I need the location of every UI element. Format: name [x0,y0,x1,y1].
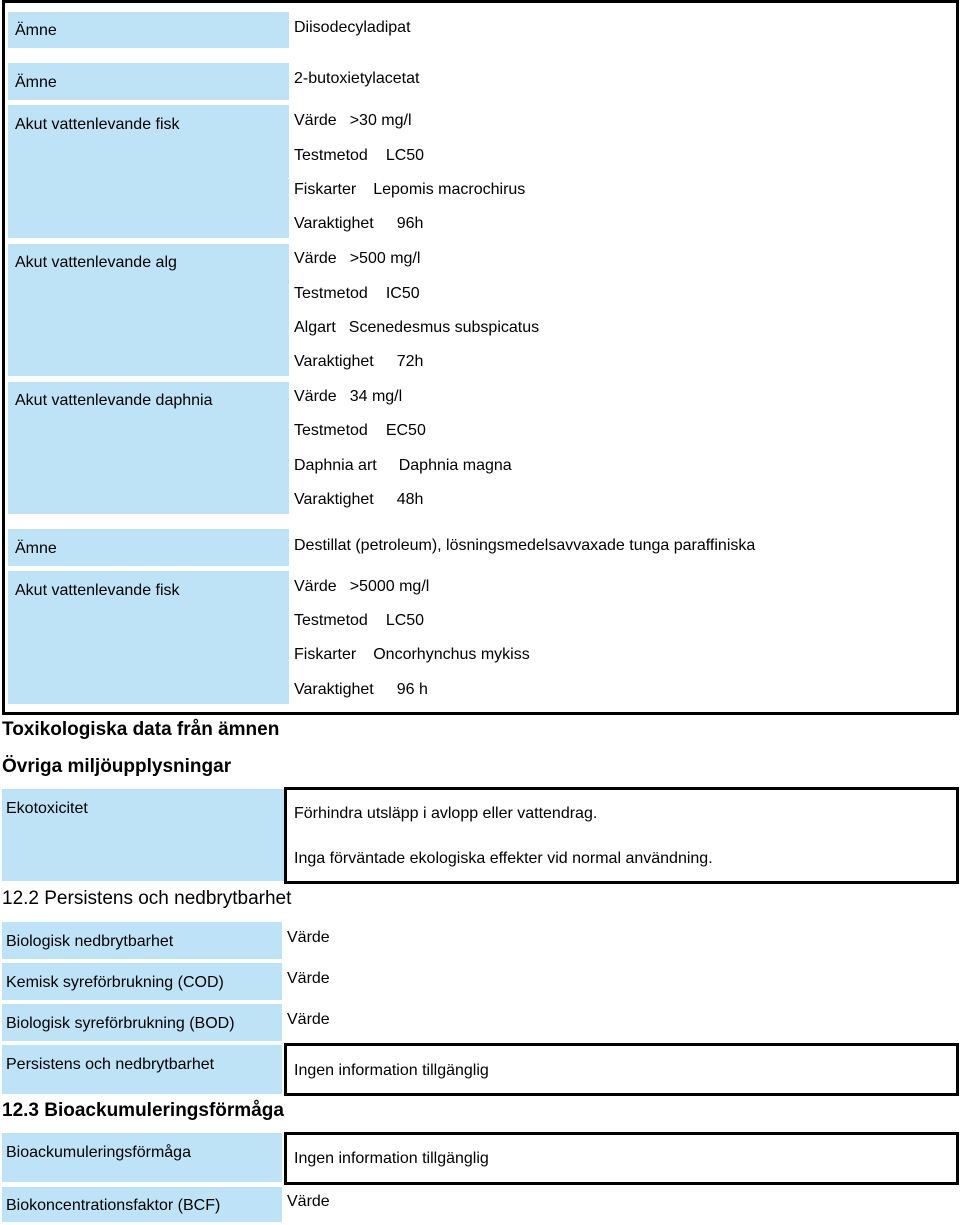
duration-text: 96 h [396,681,428,698]
tox-heading: Toxikologiska data från ämnen [2,719,280,740]
s2-alg-method [294,285,420,303]
duration-text: 96h [396,215,424,232]
fish-label-s3 [8,571,289,704]
ecotoxicity-label [2,789,284,881]
biodegradability-label-text: Biologisk nedbrytbarhet [6,933,174,950]
value-key: Värde [294,578,337,595]
substance-label-3 [8,529,289,566]
biodegradability-label [2,922,282,959]
species-text: Daphnia magna [398,457,512,474]
bioaccumulation-value: Ingen information tillgänglig [294,1150,489,1167]
daphnia-label-text: Akut vattenlevande daphnia [15,392,213,409]
s2-daphnia-species [294,457,512,475]
method-key: Testmetod [294,612,368,629]
method-text: LC50 [385,147,425,164]
duration-text: 72h [396,353,424,370]
method-key: Testmetod [294,422,368,439]
substance-label-2 [8,63,289,100]
s2-daphnia-duration [294,491,423,509]
persistence-label-text: Persistens och nedbrytbarhet [6,1056,215,1073]
s2-alg-duration [294,353,423,371]
value-key: Värde [294,250,337,267]
s2-fish-value [294,112,412,130]
section-12-3-heading: 12.3 Bioackumuleringsförmåga [2,1100,284,1121]
substance-label-text: Ämne [15,22,57,39]
s2-alg-value [294,250,420,268]
cod-label [2,963,282,1000]
fish-label-s2 [8,105,289,238]
substance-label-text: Ämne [15,74,57,91]
value-key: Värde [294,388,337,405]
fish-label-text: Akut vattenlevande fisk [15,582,180,599]
ecotoxicity-label-text: Ekotoxicitet [6,800,88,817]
s3-fish-method [294,612,424,630]
duration-key: Varaktighet [294,353,374,370]
species-key: Algart [294,319,336,336]
value-text: 34 mg/l [349,388,403,405]
cod-value: Värde [287,970,330,987]
method-key: Testmetod [294,147,368,164]
species-key: Daphnia art [294,457,377,474]
fish-label-text: Akut vattenlevande fisk [15,116,180,133]
persistence-value: Ingen information tillgänglig [294,1062,489,1079]
method-text: IC50 [385,285,420,302]
duration-text: 48h [396,491,424,508]
bioaccumulation-label [2,1133,282,1182]
s3-fish-species [294,646,530,664]
bcf-value: Värde [287,1193,330,1210]
species-text: Oncorhynchus mykiss [373,646,530,663]
ecotoxicity-box [284,787,959,884]
alg-label-text: Akut vattenlevande alg [15,254,177,271]
s2-fish-species [294,181,525,199]
value-text: >500 mg/l [349,250,421,267]
persistence-label [2,1045,282,1094]
s2-daphnia-method [294,422,426,440]
s2-fish-duration [294,215,423,233]
substance-label-1 [8,12,289,48]
duration-key: Varaktighet [294,491,374,508]
substance-name-2: 2-butoxietylacetat [294,70,420,87]
species-text: Lepomis macrochirus [373,181,526,198]
substance-name-3: Destillat (petroleum), lösningsmedelsavvaxade tunga paraffiniska [294,537,756,554]
value-key: Värde [294,112,337,129]
species-text: Scenedesmus subspicatus [348,319,540,336]
s2-alg-species [294,319,539,337]
value-text: >30 mg/l [349,112,412,129]
bioaccumulation-label-text: Bioackumuleringsförmåga [6,1144,191,1161]
ecotoxicity-line-2: Inga förväntade ekologiska effekter vid normal användning. [294,850,713,867]
bod-value: Värde [287,1011,330,1028]
ecotoxicity-line-1: Förhindra utsläpp i avlopp eller vattendrag. [294,805,598,822]
alg-label-s2 [8,244,289,376]
method-text: LC50 [385,612,425,629]
substance-name-1: Diisodecyladipat [294,19,411,36]
bod-label-text: Biologisk syreförbrukning (BOD) [6,1015,235,1032]
s2-fish-method [294,147,424,165]
bcf-label-text: Biokoncentrationsfaktor (BCF) [6,1197,221,1214]
other-info-heading: Övriga miljöupplysningar [2,756,232,777]
value-text: >5000 mg/l [349,578,430,595]
substance-label-text: Ämne [15,540,57,557]
section-12-2-heading: 12.2 Persistens och nedbrytbarhet [2,888,292,909]
biodegradability-value: Värde [287,929,330,946]
duration-key: Varaktighet [294,681,374,698]
method-text: EC50 [385,422,426,439]
daphnia-label-s2 [8,382,289,514]
cod-label-text: Kemisk syreförbrukning (COD) [6,974,224,991]
bcf-label [2,1187,282,1222]
species-key: Fiskarter [294,181,357,198]
s3-fish-value [294,578,429,596]
method-key: Testmetod [294,285,368,302]
species-key: Fiskarter [294,646,357,663]
bod-label [2,1004,282,1041]
s3-fish-duration [294,681,428,699]
s2-daphnia-value [294,388,402,406]
duration-key: Varaktighet [294,215,374,232]
